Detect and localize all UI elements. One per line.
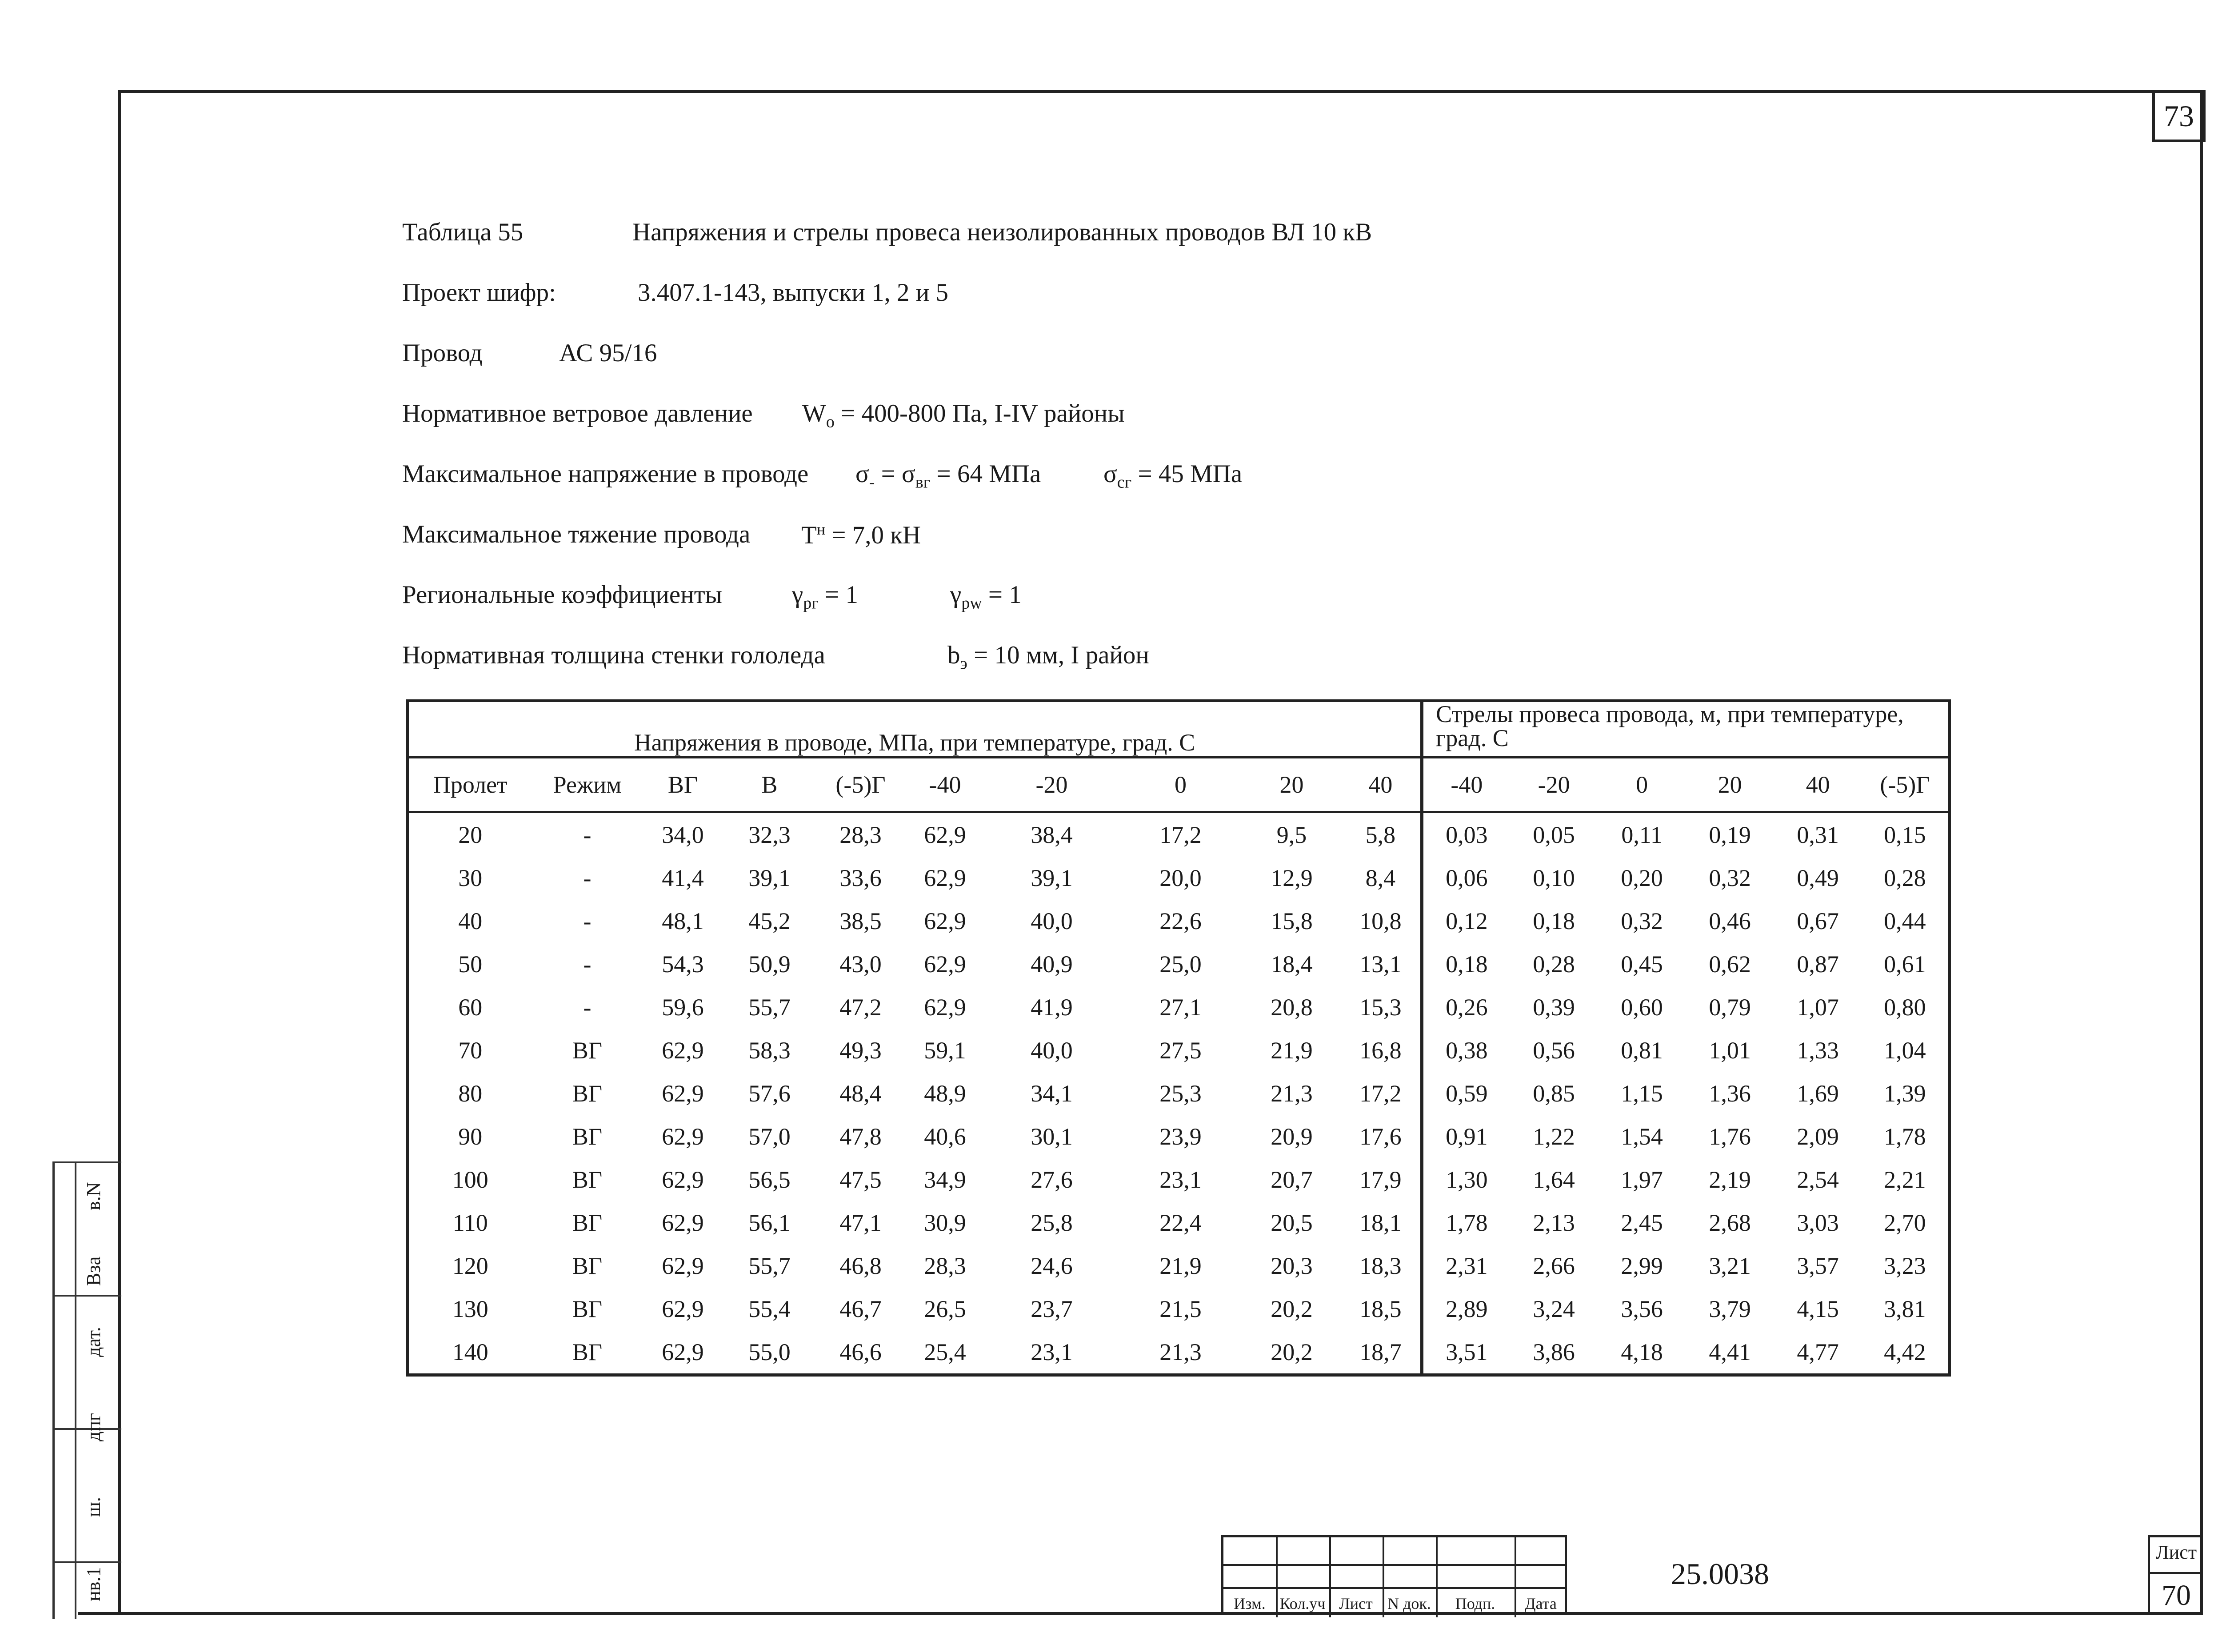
table-row <box>408 1029 1950 1072</box>
table-cell: 0,05 <box>1533 821 1575 848</box>
table-cell: 20,0 <box>1159 864 1202 891</box>
table-cell: 4,77 <box>1774 1330 1862 1375</box>
table-cell: 110 <box>408 1201 532 1244</box>
table-cell: 1,04 <box>1862 1029 1950 1072</box>
table-cell: 4,42 <box>1862 1330 1950 1375</box>
table-cell: 55,7 <box>748 994 791 1021</box>
table-cell: 23,1 <box>985 1330 1119 1375</box>
table-cell: 2,13 <box>1533 1209 1575 1236</box>
table-cell: 16,8 <box>1359 1037 1402 1064</box>
table-cell: 3,81 <box>1862 1287 1950 1330</box>
table-cell: 1,22 <box>1533 1123 1575 1150</box>
table-cell: 0,32 <box>1621 907 1663 934</box>
table-row <box>408 812 1950 857</box>
table-cell: 21,9 <box>1159 1252 1202 1279</box>
table-cell: 2,45 <box>1621 1209 1663 1236</box>
table-cell: 17,2 <box>1359 1080 1402 1107</box>
page-number: 73 <box>2152 90 2206 142</box>
table-cell: 0,46 <box>1709 907 1751 934</box>
table-cell: 55,7 <box>748 1252 791 1279</box>
col-header: -40 <box>1422 758 1510 812</box>
table-cell: 2,99 <box>1621 1252 1663 1279</box>
table-cell: 3,23 <box>1862 1244 1950 1287</box>
table-cell: 2,54 <box>1797 1166 1839 1193</box>
tb-label-data: Дата <box>1525 1595 1557 1612</box>
table-cell: 27,1 <box>1159 994 1202 1021</box>
table-cell: 0,45 <box>1621 950 1663 978</box>
table-cell: 62,9 <box>643 1330 723 1375</box>
table-cell: 3,24 <box>1533 1295 1575 1322</box>
table-cell: 17,9 <box>1359 1166 1402 1193</box>
table-cell: 21,3 <box>1271 1080 1313 1107</box>
title-block-grid <box>1221 1535 1565 1615</box>
col-header: Пролет <box>408 758 532 812</box>
table-cell: 100 <box>408 1158 532 1201</box>
coef-value-2: $\gamma_{pw} = 1$ <box>950 581 1022 613</box>
table-body <box>408 812 1950 1375</box>
table-cell: 28,3 <box>924 1252 966 1279</box>
table-cell: 0,18 <box>1533 907 1575 934</box>
table-cell: 20,8 <box>1271 994 1313 1021</box>
table-cell: 1,76 <box>1709 1123 1751 1150</box>
table-cell: 18,3 <box>1359 1252 1402 1279</box>
table-cell: ВГ <box>572 1123 603 1150</box>
table-cell: 56,1 <box>748 1209 791 1236</box>
table-cell: 62,9 <box>924 821 966 848</box>
table-cell: 0,91 <box>1422 1115 1510 1158</box>
col-header: -20 <box>1510 758 1598 812</box>
col-header: 40 <box>1341 758 1422 812</box>
table-cell: 18,4 <box>1271 950 1313 978</box>
table-cell: 21,3 <box>1119 1330 1243 1375</box>
tb-label-kolvo: Кол.уч <box>1279 1595 1326 1612</box>
table-cell: 40,0 <box>1031 907 1073 934</box>
table-cell: 59,6 <box>662 994 704 1021</box>
table-cell: ВГ <box>572 1295 603 1322</box>
table-cell: 15,3 <box>1359 994 1402 1021</box>
table-row <box>408 1072 1950 1115</box>
table-cell: 0,61 <box>1862 942 1950 986</box>
table-cell: 20,9 <box>1271 1123 1313 1150</box>
table-cell: 50,9 <box>748 950 791 978</box>
table-cell: 32,3 <box>748 821 791 848</box>
table-cell: ВГ <box>572 1252 603 1279</box>
tension-label: Максимальное тяжение провода <box>402 520 751 548</box>
stress-label: Максимальное напряжение в проводе <box>402 460 809 488</box>
table-cell: 20,2 <box>1243 1330 1341 1375</box>
table-cell: 0,28 <box>1533 950 1575 978</box>
table-cell: 33,6 <box>839 864 882 891</box>
table-cell: 0,03 <box>1422 812 1510 857</box>
table-cell: 55,4 <box>748 1295 791 1322</box>
table-cell: 0,67 <box>1797 907 1839 934</box>
tb-label-list: Лист <box>1339 1595 1373 1612</box>
table-cell: 0,18 <box>1422 942 1510 986</box>
table-cell: 0,10 <box>1533 864 1575 891</box>
table-cell: 45,2 <box>748 907 791 934</box>
table-cell: 62,9 <box>662 1166 704 1193</box>
table-cell: 47,1 <box>839 1209 882 1236</box>
table-cell: 56,5 <box>748 1166 791 1193</box>
table-cell: 15,8 <box>1271 907 1313 934</box>
table-cell: 0,20 <box>1621 864 1663 891</box>
table-cell: - <box>583 864 591 891</box>
table-cell: 1,30 <box>1422 1158 1510 1201</box>
group-header-stress: Напряжения в проводе, МПа, при температуре, град. С <box>408 701 1422 758</box>
table-cell: 0,19 <box>1709 821 1751 848</box>
table-cell: 0,26 <box>1422 986 1510 1029</box>
table-cell: 2,70 <box>1862 1201 1950 1244</box>
table-cell: 0,39 <box>1533 994 1575 1021</box>
table-cell: 62,9 <box>662 1209 704 1236</box>
table-cell: 57,6 <box>748 1080 791 1107</box>
table-cell: 3,21 <box>1709 1252 1751 1279</box>
table-cell: 3,56 <box>1621 1295 1663 1322</box>
table-row <box>408 1158 1950 1201</box>
table-cell: 22,4 <box>1159 1209 1202 1236</box>
table-cell: 2,31 <box>1422 1244 1510 1287</box>
side-stamp <box>52 1161 121 1619</box>
table-row <box>408 942 1950 986</box>
table-cell: 140 <box>408 1330 532 1375</box>
table-cell: 20,3 <box>1271 1252 1313 1279</box>
table-cell: 0,44 <box>1862 899 1950 942</box>
table-cell: 48,1 <box>662 907 704 934</box>
table-cell: 40,6 <box>924 1123 966 1150</box>
table-cell: 27,5 <box>1159 1037 1202 1064</box>
document-code: 25.0038 <box>1671 1557 1769 1591</box>
table-cell: 1,07 <box>1797 994 1839 1021</box>
table-cell: 0,49 <box>1797 864 1839 891</box>
table-cell: 0,15 <box>1862 812 1950 857</box>
table-cell: 25,3 <box>1159 1080 1202 1107</box>
table-cell: 25,4 <box>905 1330 985 1375</box>
table-cell: ВГ <box>572 1166 603 1193</box>
table-cell: 25,0 <box>1159 950 1202 978</box>
coef-label: Региональные коэффициенты <box>402 581 722 609</box>
table-cell: 2,09 <box>1797 1123 1839 1150</box>
table-cell: 30,1 <box>1031 1123 1073 1150</box>
table-cell: - <box>583 994 591 1021</box>
tb-label-podp: Подп. <box>1455 1595 1495 1612</box>
table-cell: 43,0 <box>839 950 882 978</box>
table-cell: 3,57 <box>1797 1252 1839 1279</box>
table-cell: 22,6 <box>1159 907 1202 934</box>
table-cell: ВГ <box>572 1209 603 1236</box>
table-row <box>408 1244 1950 1287</box>
wind-label: Нормативное ветровое давление <box>402 399 753 427</box>
table-cell: 27,6 <box>1031 1166 1073 1193</box>
table-cell: 40,9 <box>1031 950 1073 978</box>
table-cell: 38,4 <box>1031 821 1073 848</box>
table-cell: 21,5 <box>1159 1295 1202 1322</box>
table-cell: 4,41 <box>1686 1330 1774 1375</box>
table-cell: 60 <box>408 986 532 1029</box>
table-cell: 4,15 <box>1797 1295 1839 1322</box>
table-cell: 1,39 <box>1862 1072 1950 1115</box>
table-cell: 1,64 <box>1533 1166 1575 1193</box>
table-cell: 38,5 <box>839 907 882 934</box>
table-cell: 62,9 <box>924 994 966 1021</box>
col-header: 40 <box>1774 758 1862 812</box>
table-cell: 0,32 <box>1709 864 1751 891</box>
table-cell: 62,9 <box>662 1252 704 1279</box>
table-row <box>408 1330 1950 1375</box>
table-row <box>408 899 1950 942</box>
table-cell: 47,8 <box>839 1123 882 1150</box>
table-cell: 80 <box>408 1072 532 1115</box>
project-value: 3.407.1-143, выпуски 1, 2 и 5 <box>638 279 948 307</box>
col-header: В <box>723 758 816 812</box>
stress-sag-table <box>406 699 1951 1377</box>
table-cell: 41,9 <box>1031 994 1073 1021</box>
table-cell: 2,89 <box>1422 1287 1510 1330</box>
table-cell: ВГ <box>572 1080 603 1107</box>
table-cell: 0,06 <box>1422 856 1510 899</box>
table-cell: 20,2 <box>1271 1295 1313 1322</box>
table-cell: 1,97 <box>1621 1166 1663 1193</box>
table-cell: 12,9 <box>1271 864 1313 891</box>
col-header: 0 <box>1119 758 1243 812</box>
table-cell: 3,86 <box>1510 1330 1598 1375</box>
col-header: Режим <box>532 758 643 812</box>
column-header-row <box>408 758 1950 812</box>
wind-value: $W_o = 400-800$ Па, I-IV районы <box>802 399 1125 431</box>
table-cell: 0,38 <box>1422 1029 1510 1072</box>
table-cell: 50 <box>408 942 532 986</box>
table-cell: 20,7 <box>1271 1166 1313 1193</box>
side-label-sign: дпг <box>83 1413 104 1441</box>
tb-label-izm: Изм. <box>1234 1595 1266 1612</box>
table-cell: 13,1 <box>1359 950 1402 978</box>
table-cell: 39,1 <box>748 864 791 891</box>
table-cell: 62,9 <box>662 1123 704 1150</box>
table-cell: 3,79 <box>1709 1295 1751 1322</box>
col-header: 0 <box>1598 758 1686 812</box>
col-header: (-5)Г <box>1862 758 1950 812</box>
table-cell: 8,4 <box>1365 864 1396 891</box>
side-label-inv1: нв.1 <box>83 1567 104 1601</box>
col-header: 20 <box>1686 758 1774 812</box>
side-label-inv: в.N <box>83 1182 104 1210</box>
table-cell: 59,1 <box>924 1037 966 1064</box>
table-cell: 62,9 <box>662 1080 704 1107</box>
table-cell: ВГ <box>532 1330 643 1375</box>
table-cell: 48,4 <box>839 1080 882 1107</box>
table-cell: 18,7 <box>1341 1330 1422 1375</box>
table-cell: 1,78 <box>1862 1115 1950 1158</box>
table-cell: 62,9 <box>662 1295 704 1322</box>
table-cell: 0,28 <box>1862 856 1950 899</box>
table-row <box>408 1287 1950 1330</box>
table-cell: 17,6 <box>1359 1123 1402 1150</box>
stress-value-1: $\sigma_- = \sigma_{вг} = 64$ МПа <box>855 460 1041 492</box>
table-cell: 0,12 <box>1422 899 1510 942</box>
table-cell: 20,5 <box>1271 1209 1313 1236</box>
sheet-label: Лист <box>2155 1541 2197 1563</box>
coef-value-1: $\gamma_{pг} = 1$ <box>792 581 858 613</box>
table-cell: 23,9 <box>1159 1123 1202 1150</box>
tb-label-ndok: N док. <box>1387 1595 1431 1612</box>
wire-value: АС 95/16 <box>559 339 657 367</box>
table-cell: 1,33 <box>1797 1037 1839 1064</box>
ice-value: $b_э = 10$ мм, I район <box>947 641 1149 673</box>
col-header: 20 <box>1243 758 1341 812</box>
table-cell: ВГ <box>572 1037 603 1064</box>
table-cell: 25,8 <box>1031 1209 1073 1236</box>
table-cell: 40,0 <box>1031 1037 1073 1064</box>
table-cell: 2,19 <box>1709 1166 1751 1193</box>
table-cell: 120 <box>408 1244 532 1287</box>
ice-label: Нормативная толщина стенки гололеда <box>402 641 825 669</box>
sheet-number: 70 <box>2150 1572 2202 1612</box>
table-cell: 0,11 <box>1621 821 1663 848</box>
table-label: Таблица 55 <box>402 218 524 246</box>
table-cell: 34,9 <box>924 1166 966 1193</box>
table-cell: 24,6 <box>1031 1252 1073 1279</box>
table-cell: 48,9 <box>924 1080 966 1107</box>
col-header: (-5)Г <box>816 758 905 812</box>
tension-value: $T^н = 7,0$ кН <box>801 520 921 549</box>
table-cell: 10,8 <box>1359 907 1402 934</box>
table-cell: 2,66 <box>1533 1252 1575 1279</box>
table-cell: 2,21 <box>1862 1158 1950 1201</box>
table-cell: 62,9 <box>924 950 966 978</box>
table-cell: 0,80 <box>1862 986 1950 1029</box>
table-cell: 23,7 <box>1031 1295 1073 1322</box>
table-cell: 34,0 <box>662 821 704 848</box>
table-title: Напряжения и стрелы провеса неизолированных проводов ВЛ 10 кВ <box>632 218 1372 246</box>
table-cell: 57,0 <box>748 1123 791 1150</box>
col-header: ВГ <box>643 758 723 812</box>
table-cell: 55,0 <box>723 1330 816 1375</box>
table-cell: 0,87 <box>1797 950 1839 978</box>
table-cell: 46,8 <box>839 1252 882 1279</box>
table-row <box>408 1115 1950 1158</box>
col-header: -40 <box>905 758 985 812</box>
table-cell: 62,9 <box>924 864 966 891</box>
table-cell: 41,4 <box>662 864 704 891</box>
table-cell: 18,1 <box>1359 1209 1402 1236</box>
wire-label: Провод <box>402 339 483 367</box>
side-label-date: дат. <box>83 1327 104 1357</box>
table-cell: - <box>583 950 591 978</box>
table-cell: 54,3 <box>662 950 704 978</box>
table-cell: 0,62 <box>1709 950 1751 978</box>
table-cell: 3,03 <box>1797 1209 1839 1236</box>
table-cell: - <box>583 821 591 848</box>
table-cell: 39,1 <box>1031 864 1073 891</box>
table-cell: 30 <box>408 856 532 899</box>
table-cell: 46,7 <box>839 1295 882 1322</box>
table-cell: 28,3 <box>839 821 882 848</box>
table-cell: 62,9 <box>662 1037 704 1064</box>
side-label-sh: ш. <box>83 1497 104 1517</box>
side-label-vza: Вза <box>83 1256 104 1286</box>
table-cell: 1,36 <box>1709 1080 1751 1107</box>
table-cell: 4,18 <box>1598 1330 1686 1375</box>
table-cell: 26,5 <box>924 1295 966 1322</box>
table-cell: 17,2 <box>1159 821 1202 848</box>
table-cell: 0,60 <box>1621 994 1663 1021</box>
table-cell: 0,85 <box>1533 1080 1575 1107</box>
table-cell: 49,3 <box>839 1037 882 1064</box>
table-cell: 70 <box>408 1029 532 1072</box>
table-cell: 130 <box>408 1287 532 1330</box>
table-cell: 1,01 <box>1709 1037 1751 1064</box>
table-cell: 46,6 <box>816 1330 905 1375</box>
table-cell: 20 <box>408 812 532 857</box>
col-header: -20 <box>985 758 1119 812</box>
table-cell: 1,78 <box>1422 1201 1510 1244</box>
table-cell: 9,5 <box>1276 821 1307 848</box>
table-cell: 23,1 <box>1159 1166 1202 1193</box>
table-cell: 30,9 <box>924 1209 966 1236</box>
table-row <box>408 1201 1950 1244</box>
table-cell: 47,5 <box>839 1166 882 1193</box>
table-row <box>408 986 1950 1029</box>
table-cell: 40 <box>408 899 532 942</box>
stress-value-2: $\sigma_{сг} = 45$ МПа <box>1103 460 1243 492</box>
table-cell: 58,3 <box>748 1037 791 1064</box>
table-cell: - <box>583 907 591 934</box>
table-cell: 1,54 <box>1621 1123 1663 1150</box>
table-cell: 0,81 <box>1621 1037 1663 1064</box>
table-cell: 1,69 <box>1797 1080 1839 1107</box>
table-cell: 0,59 <box>1422 1072 1510 1115</box>
table-cell: 62,9 <box>924 907 966 934</box>
table-cell: 18,5 <box>1359 1295 1402 1322</box>
sheet-box <box>2148 1535 2203 1615</box>
table-cell: 0,56 <box>1533 1037 1575 1064</box>
table-cell: 90 <box>408 1115 532 1158</box>
table-cell: 2,68 <box>1709 1209 1751 1236</box>
project-label: Проект шифр: <box>402 279 556 307</box>
table-cell: 0,31 <box>1797 821 1839 848</box>
table-cell: 5,8 <box>1365 821 1396 848</box>
table-row <box>408 856 1950 899</box>
group-header-sag: Стрелы провеса провода, м, при температуре, град. С <box>1422 701 1950 758</box>
table-cell: 1,15 <box>1621 1080 1663 1107</box>
table-cell: 47,2 <box>839 994 882 1021</box>
table-cell: 3,51 <box>1422 1330 1510 1375</box>
table-cell: 21,9 <box>1271 1037 1313 1064</box>
table-cell: 0,79 <box>1709 994 1751 1021</box>
table-cell: 34,1 <box>1031 1080 1073 1107</box>
